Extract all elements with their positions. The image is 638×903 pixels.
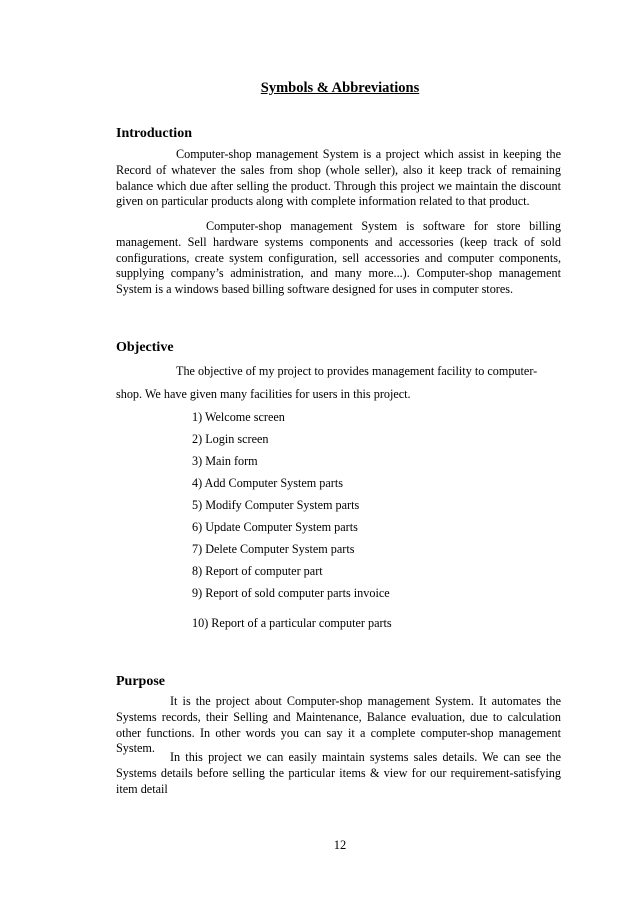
page-title: Symbols & Abbreviations (260, 80, 420, 96)
list-item: 1) Welcome screen (192, 410, 285, 424)
list-item: 3) Main form (192, 454, 258, 468)
list-item: 8) Report of computer part (192, 564, 323, 578)
purpose-paragraph-1: It is the project about Computer-shop management System. It automates the Systems records, their Selling and Maintenance, Balance evaluation, due to calculation other functions. In other words you can say it a complete computer-shop management System. (116, 694, 561, 756)
list-item: 4) Add Computer System parts (192, 476, 343, 490)
list-item: 2) Login screen (192, 432, 269, 446)
purpose-heading: Purpose (116, 674, 165, 689)
objective-line-1: The objective of my project to provides management facility to computer- (176, 364, 538, 378)
introduction-paragraph-1: Computer-shop management System is a project which assist in keeping the Record of whatever the sales from shop (whole seller), also it keep track of remaining balance which due after selling the product. Through this project we maintain the discount given on particular products along with complete information related to that product. (116, 147, 561, 209)
objective-line-2: shop. We have given many facilities for users in this project. (116, 387, 411, 401)
page-number: 12 (333, 838, 347, 852)
list-item: 9) Report of sold computer parts invoice (192, 586, 390, 600)
introduction-paragraph-2: Computer-shop management System is software for store billing management. Sell hardware systems components and accessories (keep track of sold configurations, create system configuration, sell accessories and computer components, supplying company’s administration, and many more...). Computer-shop management System is a windows based billing software designed for uses in computer stores. (116, 219, 561, 297)
list-item: 6) Update Computer System parts (192, 520, 358, 534)
purpose-paragraph-2: In this project we can easily maintain systems sales details. We can see the Systems details before selling the particular items & view for our requirement-satisfying item detail (116, 750, 561, 796)
list-item: 7) Delete Computer System parts (192, 542, 355, 556)
list-item: 10) Report of a particular computer parts (192, 616, 392, 630)
objective-heading: Objective (116, 340, 174, 355)
list-item: 5) Modify Computer System parts (192, 498, 360, 512)
introduction-heading: Introduction (116, 126, 192, 141)
